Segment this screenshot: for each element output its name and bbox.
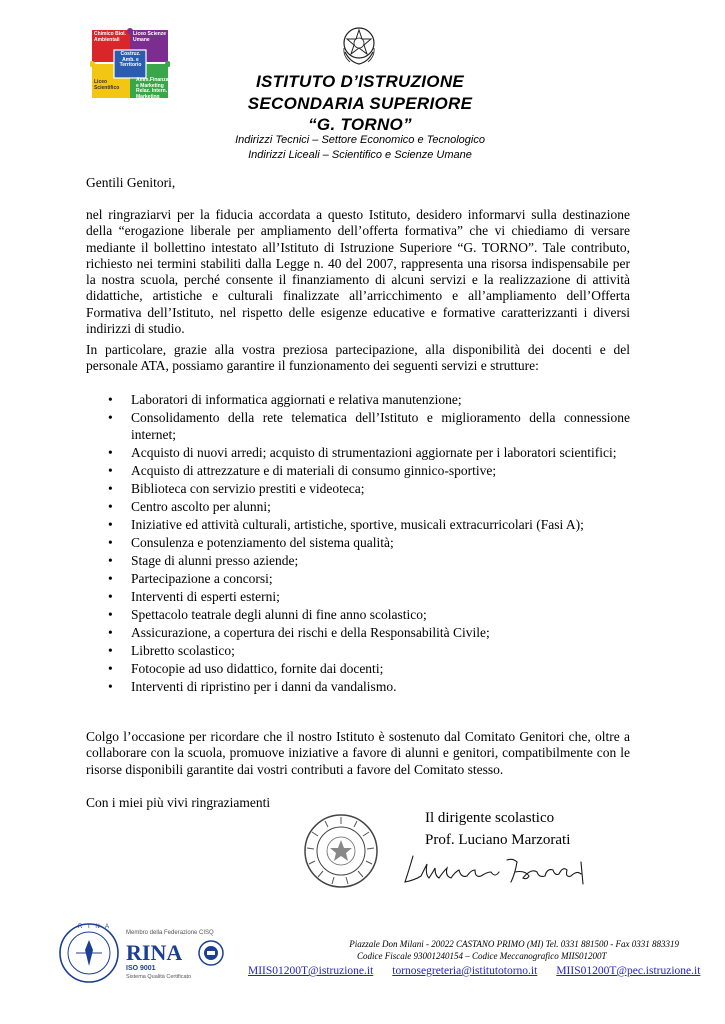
footer-codes: Codice Fiscale 93001240154 – Codice Meccanografico MIIS01200T — [357, 951, 607, 961]
bullet-icon: • — [108, 643, 113, 659]
footer-address: Piazzale Don Milani - 20022 CASTANO PRIMO (MI) Tel. 0331 881500 - Fax 0331 883319 — [349, 939, 679, 949]
bullet-icon: • — [108, 444, 113, 460]
subtitle-technical: Indirizzi Tecnici – Settore Economico e Tecnologico — [235, 134, 485, 146]
letter-paragraph-1: nel ringraziarvi per la fiducia accordata a questo Istituto, desidero informarvi sulla destinazione della “erogazione liberale per ampliamento dell’offerta formativa” che vi chiediamo di versare mediante il bollettino intestato all’Istituto di Istruzione Superiore “G. TORNO”. Tale contributo, richiesto nei termini stabiliti dalla Legge n. 40 del 2007, rappresenta una risorsa indispensabile per la nostra scuola, perché consente il finanziamento di alcuni servizi e la realizzazione di attività didattiche, artistiche e culturali finalizzate all’arricchimento e all’ampliamento dell’Offerta Formativa dell’Istituto, nel rispetto delle esigenze educative e formative caratterizzanti i diversi indirizzi di studio. — [86, 207, 630, 337]
bullet-icon: • — [108, 517, 113, 533]
bullet-icon: • — [108, 679, 113, 694]
school-name-line1: ISTITUTO D’ISTRUZIONE — [255, 72, 465, 91]
service-text: Acquisto di attrezzature e di materiali di consumo ginnico-sportive; — [131, 463, 497, 479]
list-item — [86, 392, 630, 408]
republic-emblem-icon — [338, 22, 380, 68]
logo-label-chimico: Chimico Biol. Ambientali — [94, 31, 126, 43]
bullet-icon: • — [108, 499, 113, 515]
list-item — [86, 553, 630, 569]
bullet-icon: • — [108, 463, 113, 479]
bullet-icon: • — [108, 589, 113, 605]
list-item — [86, 517, 630, 533]
services-list-container — [86, 392, 630, 695]
service-text: Laboratori di informatica aggiornati e relativa manutenzione; — [131, 392, 462, 407]
list-item — [86, 463, 630, 479]
list-item — [86, 643, 630, 659]
list-item — [86, 481, 630, 497]
quality-system-label: Sistema Qualità Certificato — [126, 974, 192, 980]
service-text: Consulenza e potenziamento del sistema qualità; — [131, 535, 394, 551]
bullet-icon: • — [108, 553, 113, 569]
letter-paragraph-3: Colgo l’occasione per ricordare che il nostro Istituto è sostenuto dal Comitato Genitori che, oltre a collaborare con la scuola, promuove iniziative a favore di alunni e genitori, compatibilmente con le risorse disponibili garantite dai vostri contributi a favore del Comitato stesso. — [86, 729, 630, 777]
email-segreteria-link[interactable]: tornosegreteria@istitutotorno.it — [392, 965, 538, 977]
service-text: Biblioteca con servizio prestiti e videoteca; — [131, 481, 365, 497]
logo-label-costruzioni: Costruz. Amb. e Territorio — [119, 51, 142, 68]
service-text: Spettacolo teatrale degli alunni di fine anno scolastico; — [131, 607, 427, 623]
services-list — [86, 392, 630, 695]
iso-label: ISO 9001 — [126, 965, 156, 972]
bullet-icon: • — [108, 410, 113, 426]
rina-brand: RINA — [126, 940, 183, 965]
service-text: Interventi di esperti esterni; — [131, 589, 280, 605]
bullet-icon: • — [108, 535, 113, 551]
handwritten-signature — [395, 850, 605, 890]
email-istruzione-link[interactable]: MIIS01200T@istruzione.it — [248, 965, 374, 977]
list-item — [86, 571, 630, 587]
bullet-icon: • — [108, 571, 113, 587]
letter-paragraph-2: In particolare, grazie alla vostra preziosa partecipazione, alla disponibilità dei docenti e del personale ATA, possiamo garantire il funzionamento dei seguenti servizi e strutture: — [86, 342, 630, 374]
list-item — [86, 589, 630, 605]
rina-certification-block — [58, 922, 238, 986]
closing: Con i miei più vivi ringraziamenti — [86, 795, 271, 810]
list-item — [86, 535, 630, 551]
list-item — [86, 607, 630, 623]
signature-role: Il dirigente scolastico — [425, 810, 555, 826]
service-text: Partecipazione a concorsi; — [131, 571, 273, 587]
service-text: Interventi di ripristino per i danni da vandalismo. — [131, 679, 397, 694]
school-logo — [90, 28, 170, 100]
list-item — [86, 410, 630, 443]
logo-label-scientifico: Liceo Scientifico — [94, 79, 120, 91]
footer-emails — [248, 961, 718, 979]
service-text: Stage di alunni presso aziende; — [131, 553, 299, 569]
service-text: Libretto scolastico; — [131, 643, 235, 659]
service-text: Fotocopie ad uso didattico, fornite dai docenti; — [131, 661, 384, 677]
bullet-icon: • — [108, 661, 113, 677]
service-text: Consolidamento della rete telematica dell’Istituto e miglioramento della connessione internet; — [131, 410, 630, 442]
list-item — [86, 499, 630, 515]
service-text: Acquisto di nuovi arredi; acquisto di strumentazioni aggiornate per i laboratori scientifici; — [131, 444, 617, 460]
list-item — [86, 679, 630, 695]
list-item — [86, 661, 630, 677]
greeting: Gentili Genitori, — [86, 175, 176, 190]
service-text: Assicurazione, a copertura dei rischi e della Responsabilità Civile; — [131, 625, 490, 641]
school-name-line2: SECONDARIA SUPERIORE — [247, 94, 473, 113]
bullet-icon: • — [108, 392, 113, 407]
iqnet-seal-icon — [198, 940, 224, 966]
email-pec-link[interactable]: MIIS01200T@pec.istruzione.it — [556, 965, 701, 977]
logo-label-amministrazione: Amm.Finanza e Marketing Relaz. Intern. Marketing — [136, 77, 169, 100]
cisq-federation-text: Membro della Federazione CISQ — [126, 930, 214, 936]
bullet-icon: • — [108, 481, 113, 497]
school-name-line3: “G. TORNO” — [308, 115, 412, 134]
subtitle-liceo: Indirizzi Liceali – Scientifico e Scienze Umane — [248, 149, 472, 161]
rina-seal-text: R I N A — [78, 924, 112, 930]
service-text: Centro ascolto per alunni; — [131, 499, 271, 515]
bullet-icon: • — [108, 607, 113, 623]
service-text: Iniziative ed attività culturali, artistiche, sportive, musicali extracurricolari (Fasi A); — [131, 517, 584, 533]
signature-name: Prof. Luciano Marzorati — [425, 832, 571, 848]
school-stamp — [302, 812, 380, 890]
list-item — [86, 445, 630, 461]
list-item — [86, 625, 630, 641]
bullet-icon: • — [108, 625, 113, 641]
logo-label-scienze-umane: Liceo Scienze Umane — [133, 31, 167, 43]
